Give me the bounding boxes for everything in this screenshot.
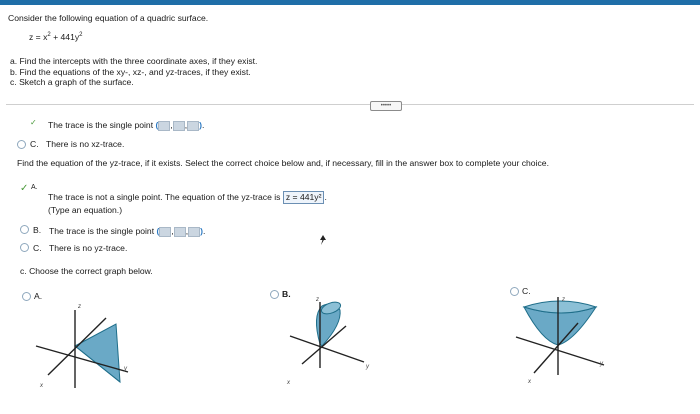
question-intro: Consider the following equation of a quadric surface. <box>8 13 209 23</box>
graph-option-a-label: A. <box>34 291 43 301</box>
yz-answer-box[interactable]: z = 441y² <box>283 191 325 204</box>
graph-b-z-label: z <box>316 297 319 303</box>
yz-option-b-label: B. <box>33 225 42 235</box>
xz-option-c-label: C. <box>30 139 39 149</box>
yz-option-a[interactable]: The trace is not a single point. The equation of the yz-trace is z = 441y² . <box>48 192 327 202</box>
answer-blank[interactable] <box>187 121 199 131</box>
checkmark-icon: ✓ <box>30 118 37 127</box>
graph-a-image[interactable] <box>28 300 140 395</box>
yz-trace-prompt: Find the equation of the yz-trace, if it exists. Select the correct choice below and, if necessary, fill in the answer box to complete your choice. <box>17 158 549 168</box>
checkmark-icon: ✓ <box>20 183 29 194</box>
yz-option-a-label: A. <box>31 184 38 191</box>
yz-option-a-hint: (Type an equation.) <box>48 205 123 215</box>
xz-option-c-text: There is no xz-trace. <box>46 139 125 149</box>
graph-option-b-label: B. <box>282 289 291 299</box>
graph-c-y-label: y <box>600 361 603 367</box>
mouse-cursor-icon <box>318 234 328 246</box>
graph-option-b-radio[interactable] <box>270 290 279 299</box>
graph-option-c-label: C. <box>522 286 531 296</box>
graph-b-x-label: x <box>287 380 290 386</box>
yz-option-c-text: There is no yz-trace. <box>49 243 128 253</box>
graph-c-image[interactable] <box>512 293 622 393</box>
graph-c-x-label: x <box>528 379 531 385</box>
yz-option-b[interactable]: The trace is the single point ( , , ). <box>49 226 206 236</box>
graph-prompt: c. Choose the correct graph below. <box>20 266 153 276</box>
yz-option-c-radio[interactable] <box>20 243 29 252</box>
answer-blank[interactable] <box>188 227 200 237</box>
graph-a-y-label: y <box>124 366 127 372</box>
divider-line <box>6 104 694 105</box>
top-accent-bar <box>0 0 700 5</box>
answer-blank[interactable] <box>173 121 185 131</box>
yz-option-c-label: C. <box>33 243 42 253</box>
part-b-text: b. Find the equations of the xy-, xz-, and yz-traces, if they exist. <box>10 67 251 77</box>
more-content-button[interactable]: ••••• <box>370 101 402 111</box>
answer-blank[interactable] <box>159 227 171 237</box>
xz-option-b[interactable]: The trace is the single point ( , , ). <box>48 120 205 130</box>
surface-equation: $z = x^2 + 441y^2$ <box>29 32 83 42</box>
graph-b-image[interactable] <box>282 296 392 391</box>
answer-blank[interactable] <box>158 121 170 131</box>
graph-b-y-label: y <box>366 364 369 370</box>
answer-blank[interactable] <box>174 227 186 237</box>
part-a-text: a. Find the intercepts with the three coordinate axes, if they exist. <box>10 56 258 66</box>
graph-c-z-label: z <box>562 297 565 303</box>
yz-option-b-radio[interactable] <box>20 225 29 234</box>
part-c-text: c. Sketch a graph of the surface. <box>10 77 134 87</box>
graph-a-x-label: x <box>40 383 43 389</box>
graph-a-z-label: z <box>78 304 81 310</box>
xz-option-c-radio[interactable] <box>17 140 26 149</box>
